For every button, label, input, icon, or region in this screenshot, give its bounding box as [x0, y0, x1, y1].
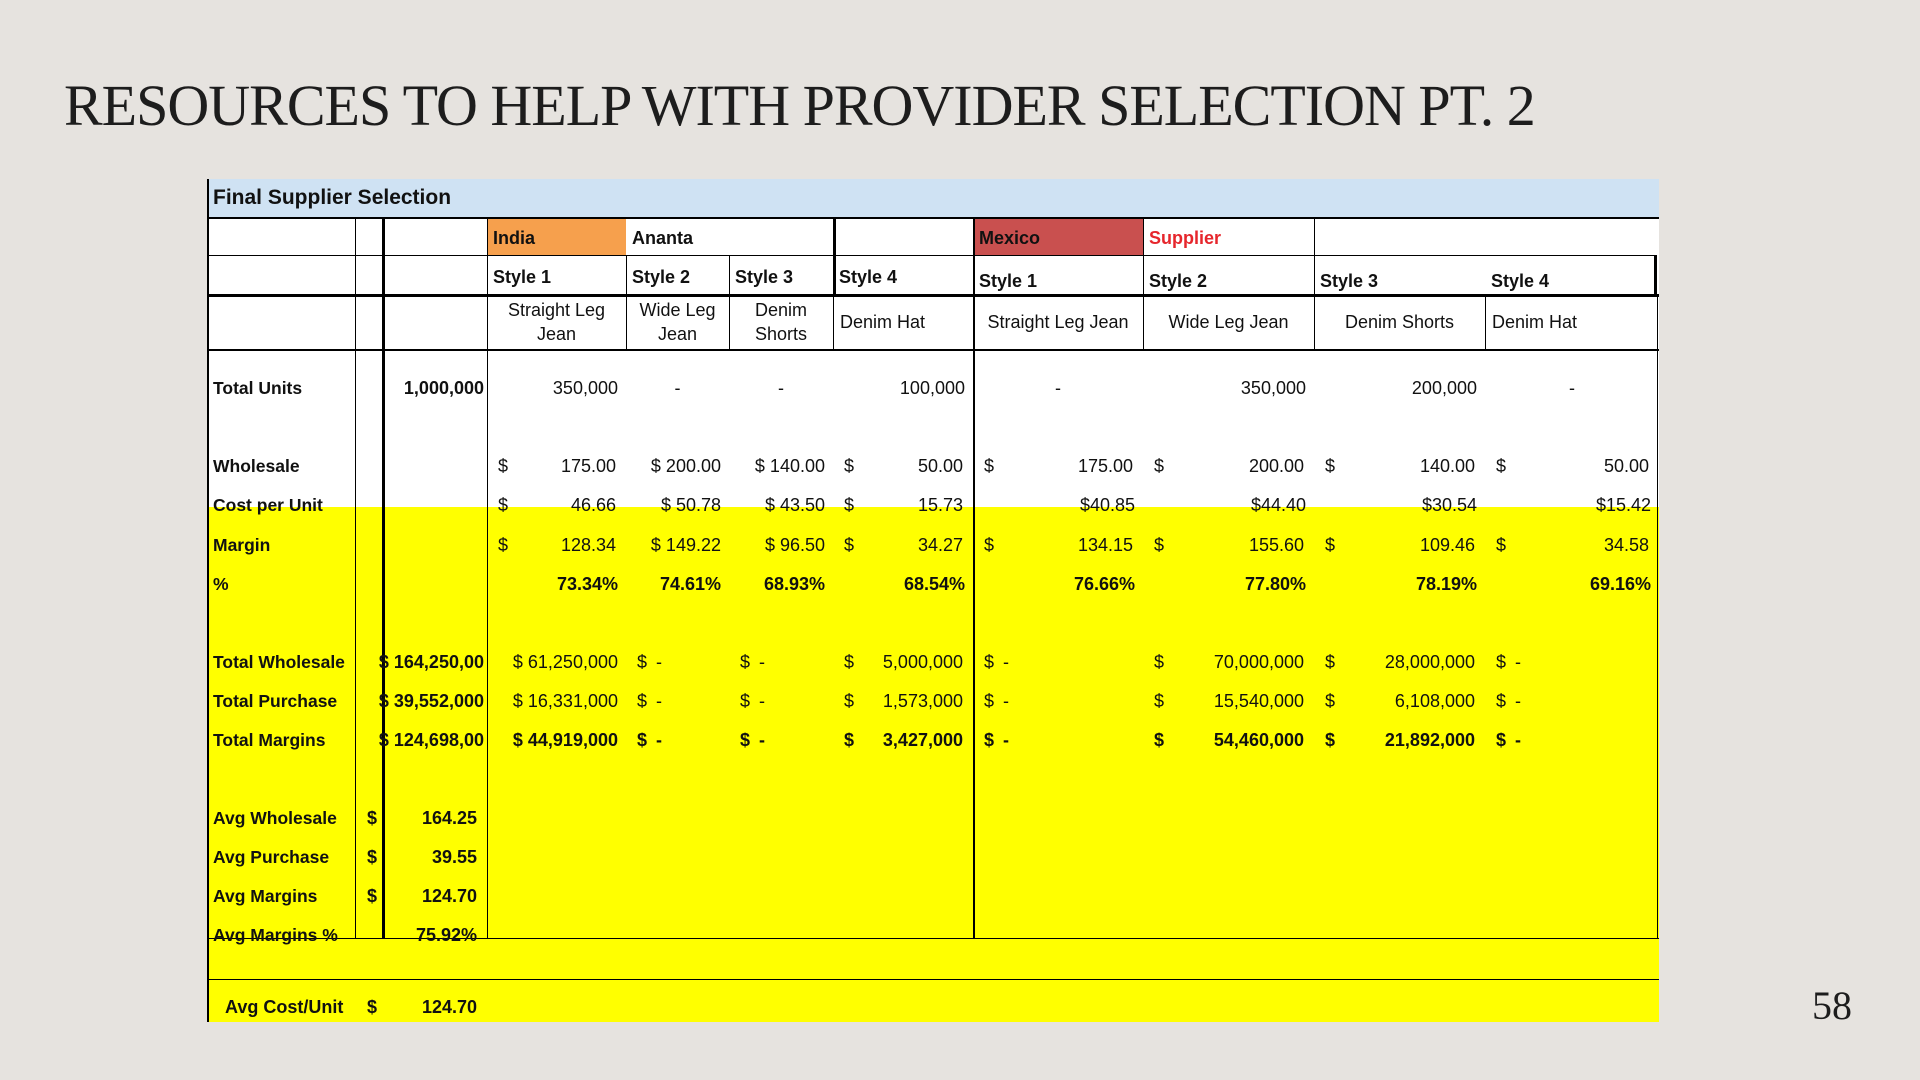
currency-symbol: $ [1154, 456, 1165, 476]
currency-symbol: $ [1325, 652, 1336, 672]
cell-value: 175.00 [560, 456, 616, 476]
cell-value: 175.00 [1077, 456, 1133, 476]
cell-value: 21,892,000 [1384, 730, 1475, 750]
product-name: Straight Leg Jean [507, 300, 606, 344]
product-name: Wide Leg Jean [639, 300, 716, 344]
cell-value: 350,000 [1240, 378, 1306, 398]
style-header: Style 2 [632, 267, 691, 287]
currency-symbol: $ [637, 652, 648, 672]
product-name: Denim Shorts [1344, 312, 1455, 332]
country-india: India [493, 228, 536, 248]
country-supplier: Supplier [1149, 228, 1222, 248]
currency-symbol: $ [844, 535, 855, 555]
cell-value: 100,000 [899, 378, 965, 398]
currency-symbol: $ [844, 456, 855, 476]
cell-value: 68.54% [903, 574, 965, 594]
currency-symbol: $ [984, 456, 995, 476]
currency-symbol: $ [1154, 652, 1165, 672]
cell-value: 134.15 [1077, 535, 1133, 555]
cell-value: $ 96.50 [764, 535, 825, 555]
cell-value: 350,000 [552, 378, 618, 398]
cell-value: 200.00 [1248, 456, 1304, 476]
product-name: Denim Shorts [754, 300, 808, 344]
cell-value: - [759, 652, 765, 672]
cell-value: 128.34 [560, 535, 616, 555]
avg-cost-unit-label: Avg Cost/Unit [225, 997, 344, 1017]
page-number: 58 [1812, 983, 1852, 1028]
product-name: Wide Leg Jean [1168, 312, 1289, 332]
grid-line [207, 294, 1659, 297]
currency-symbol: $ [844, 691, 855, 711]
cell-value: - [1515, 652, 1521, 672]
style-header: Style 3 [1320, 271, 1379, 291]
cell-value: $15.42 [1595, 495, 1651, 515]
currency-symbol: $ [637, 730, 648, 750]
label-total-margins: Total Margins [213, 730, 326, 750]
label-margin-pct: % [213, 574, 229, 594]
cell-value: - [1569, 378, 1575, 398]
label-total-units: Total Units [213, 378, 303, 398]
label-wholesale: Wholesale [213, 456, 300, 476]
label-cost-per-unit: Cost per Unit [213, 495, 323, 515]
currency-symbol: $ [984, 730, 995, 750]
cell-value: 68.93% [763, 574, 825, 594]
currency-symbol: $ [984, 652, 995, 672]
total-value: $ 164,250,00 [378, 652, 484, 672]
avg-label: Avg Purchase [213, 847, 330, 867]
cell-value: $44.40 [1250, 495, 1306, 515]
currency-symbol: $ [367, 886, 378, 906]
currency-symbol: $ [1325, 730, 1336, 750]
cell-value: 3,427,000 [882, 730, 963, 750]
style-header: Style 1 [493, 267, 552, 287]
cell-value: 28,000,000 [1384, 652, 1475, 672]
style-header: Style 2 [1149, 271, 1208, 291]
cell-value: 73.34% [556, 574, 618, 594]
grid-line [207, 179, 209, 1022]
cell-value: 34.27 [917, 535, 963, 555]
avg-cost-unit-value: 124.70 [421, 997, 477, 1017]
product-name: Denim Hat [840, 312, 926, 332]
cell-value: - [1003, 730, 1009, 750]
avg-label: Avg Margins % [213, 925, 338, 945]
avg-value: 124.70 [421, 886, 477, 906]
cell-value: 76.66% [1073, 574, 1135, 594]
avg-value: 164.25 [421, 808, 477, 828]
currency-symbol: $ [1154, 691, 1165, 711]
currency-symbol: $ [740, 730, 751, 750]
cell-value: 155.60 [1248, 535, 1304, 555]
cell-value: 200,000 [1411, 378, 1477, 398]
supplier-selection-table [207, 179, 1659, 1022]
currency-symbol: $ [1154, 535, 1165, 555]
style-header: Style 4 [1491, 271, 1550, 291]
grid-line [1654, 255, 1657, 294]
label-margin: Margin [213, 535, 271, 555]
total-value: 1,000,000 [403, 378, 484, 398]
currency-symbol: $ [637, 691, 648, 711]
cell-value: 70,000,000 [1213, 652, 1304, 672]
cell-value: - [656, 652, 662, 672]
total-value: $ 124,698,00 [378, 730, 484, 750]
cell-value: 50.00 [1603, 456, 1649, 476]
cell-value: 54,460,000 [1213, 730, 1304, 750]
avg-value: 75.92% [415, 925, 477, 945]
cell-value: - [1055, 378, 1061, 398]
cell-value: 6,108,000 [1394, 691, 1475, 711]
cell-value: - [759, 730, 765, 750]
cell-value: $ 200.00 [650, 456, 721, 476]
cell-value: 109.46 [1419, 535, 1475, 555]
grid-line [207, 349, 1659, 351]
currency-symbol: $ [740, 691, 751, 711]
cell-value: - [656, 730, 662, 750]
cell-value: $40.85 [1079, 495, 1135, 515]
product-name: Straight Leg Jean [987, 312, 1129, 332]
cell-value: 50.00 [917, 456, 963, 476]
currency-symbol: $ [1325, 456, 1336, 476]
cell-value: $ 43.50 [764, 495, 825, 515]
cell-value: $ 140.00 [754, 456, 825, 476]
label-total-wholesale: Total Wholesale [213, 652, 345, 672]
currency-symbol: $ [984, 535, 995, 555]
currency-symbol: $ [1325, 535, 1336, 555]
cell-value: 78.19% [1415, 574, 1477, 594]
total-value: $ 39,552,000 [378, 691, 484, 711]
currency-symbol: $ [498, 456, 509, 476]
currency-symbol: $ [1496, 691, 1507, 711]
cell-value: - [778, 378, 784, 398]
cell-value: $ 44,919,000 [512, 730, 618, 750]
cell-value: $ 61,250,000 [512, 652, 618, 672]
label-total-purchase: Total Purchase [213, 691, 338, 711]
country-ananta: Ananta [632, 228, 694, 248]
cell-value: $ 16,331,000 [512, 691, 618, 711]
avg-value: 39.55 [431, 847, 477, 867]
table-title: Final Supplier Selection [213, 186, 452, 209]
grid-line [207, 217, 1659, 219]
style-header: Style 3 [735, 267, 794, 287]
cell-value: - [1003, 691, 1009, 711]
currency-symbol: $ [844, 652, 855, 672]
cell-value: 140.00 [1419, 456, 1475, 476]
grid-line [207, 255, 1654, 256]
country-mexico: Mexico [979, 228, 1041, 248]
cell-value: 46.66 [570, 495, 616, 515]
product-name: Denim Hat [1492, 312, 1578, 332]
currency-symbol: $ [984, 691, 995, 711]
grid-line [207, 979, 1659, 980]
cell-value: 77.80% [1244, 574, 1306, 594]
style-header: Style 1 [979, 271, 1038, 291]
grid-line [382, 219, 385, 938]
currency-symbol: $ [367, 847, 378, 867]
style-header: Style 4 [839, 267, 898, 287]
currency-symbol: $ [844, 730, 855, 750]
currency-symbol: $ [1496, 652, 1507, 672]
cell-value: 34.58 [1603, 535, 1649, 555]
currency-symbol: $ [367, 997, 378, 1017]
cell-value: $30.54 [1421, 495, 1477, 515]
cell-value: $ 149.22 [650, 535, 721, 555]
cell-value: $ 50.78 [660, 495, 721, 515]
cell-value: - [1515, 691, 1521, 711]
currency-symbol: $ [740, 652, 751, 672]
cell-value: - [759, 691, 765, 711]
currency-symbol: $ [367, 808, 378, 828]
slide-title: RESOURCES TO HELP WITH PROVIDER SELECTION PT. 2 [64, 73, 1535, 138]
cell-value: 15.73 [917, 495, 963, 515]
currency-symbol: $ [1496, 456, 1507, 476]
avg-label: Avg Margins [213, 886, 318, 906]
currency-symbol: $ [1496, 535, 1507, 555]
currency-symbol: $ [1496, 730, 1507, 750]
currency-symbol: $ [1154, 730, 1165, 750]
currency-symbol: $ [1325, 691, 1336, 711]
avg-label: Avg Wholesale [213, 808, 337, 828]
currency-symbol: $ [498, 535, 509, 555]
cell-value: 1,573,000 [882, 691, 963, 711]
cell-value: - [656, 691, 662, 711]
cell-value: - [1515, 730, 1521, 750]
cell-value: 15,540,000 [1213, 691, 1304, 711]
cell-value: 69.16% [1589, 574, 1651, 594]
cell-value: 74.61% [659, 574, 721, 594]
cell-value: 5,000,000 [882, 652, 963, 672]
cell-value: - [674, 378, 681, 398]
cell-value: - [1003, 652, 1009, 672]
currency-symbol: $ [498, 495, 509, 515]
currency-symbol: $ [844, 495, 855, 515]
